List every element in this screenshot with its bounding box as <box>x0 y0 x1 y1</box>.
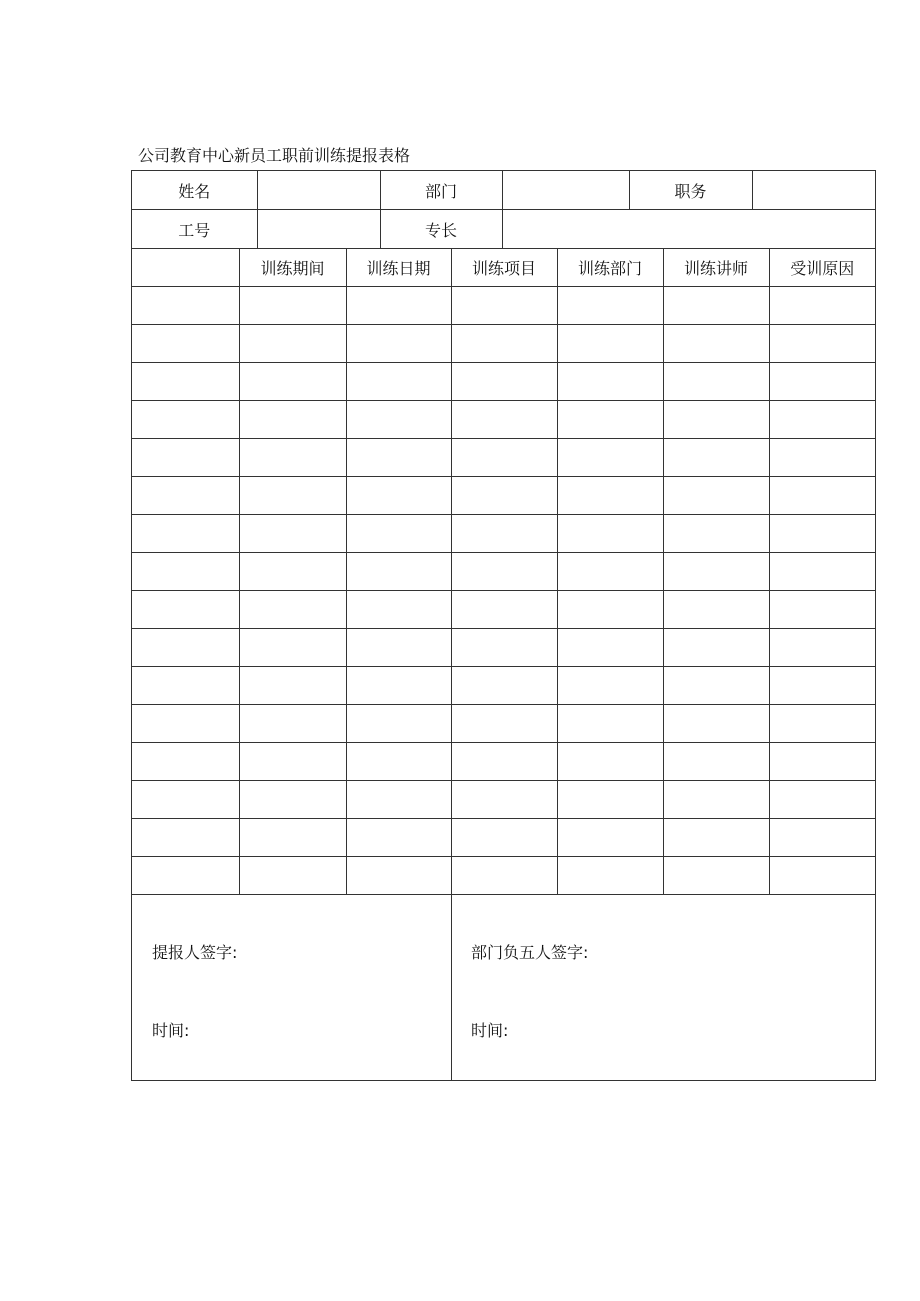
training-header-row <box>132 249 875 287</box>
table-cell[interactable] <box>346 667 451 705</box>
table-cell[interactable] <box>557 401 663 439</box>
manager-time-label: 时间: <box>471 1021 509 1040</box>
column-header <box>132 249 239 287</box>
table-cell[interactable] <box>132 705 239 743</box>
table-cell[interactable] <box>663 743 769 781</box>
manager-signature-box[interactable] <box>452 895 875 1080</box>
table-cell[interactable] <box>557 743 663 781</box>
table-cell[interactable] <box>346 363 451 401</box>
table-cell[interactable] <box>451 781 557 819</box>
employee-id-label: 工号 <box>132 210 257 249</box>
table-cell[interactable] <box>239 743 346 781</box>
table-cell[interactable] <box>451 591 557 629</box>
table-row <box>132 781 875 819</box>
column-header: 训练部门 <box>557 249 663 287</box>
table-cell[interactable] <box>346 553 451 591</box>
table-cell[interactable] <box>346 401 451 439</box>
table-cell[interactable] <box>663 363 769 401</box>
table-cell[interactable] <box>132 819 239 857</box>
table-cell[interactable] <box>769 781 875 819</box>
table-cell[interactable] <box>557 553 663 591</box>
table-cell[interactable] <box>132 781 239 819</box>
table-cell[interactable] <box>769 705 875 743</box>
employee-info-table <box>132 171 875 248</box>
table-cell[interactable] <box>451 629 557 667</box>
table-cell[interactable] <box>557 857 663 895</box>
table-cell[interactable] <box>132 553 239 591</box>
table-cell[interactable] <box>663 629 769 667</box>
department-field[interactable] <box>502 171 629 210</box>
table-cell[interactable] <box>346 743 451 781</box>
table-cell[interactable] <box>346 781 451 819</box>
position-field[interactable] <box>752 171 875 210</box>
department-label: 部门 <box>380 171 502 210</box>
employee-id-field[interactable] <box>257 210 380 249</box>
table-cell[interactable] <box>557 781 663 819</box>
table-cell[interactable] <box>346 477 451 515</box>
table-row <box>132 629 875 667</box>
table-cell[interactable] <box>769 591 875 629</box>
table-cell[interactable] <box>769 325 875 363</box>
table-cell[interactable] <box>663 477 769 515</box>
table-row <box>132 515 875 553</box>
table-cell[interactable] <box>132 515 239 553</box>
table-cell[interactable] <box>451 401 557 439</box>
submitter-signature-box[interactable] <box>132 895 452 1080</box>
table-cell[interactable] <box>239 591 346 629</box>
name-label: 姓名 <box>132 171 257 210</box>
table-cell[interactable] <box>451 743 557 781</box>
table-cell[interactable] <box>132 325 239 363</box>
table-cell[interactable] <box>239 819 346 857</box>
table-cell[interactable] <box>451 287 557 325</box>
table-cell[interactable] <box>346 591 451 629</box>
table-cell[interactable] <box>239 439 346 477</box>
table-cell[interactable] <box>769 667 875 705</box>
column-header: 训练日期 <box>346 249 451 287</box>
table-row <box>132 325 875 363</box>
table-cell[interactable] <box>132 477 239 515</box>
table-cell[interactable] <box>663 401 769 439</box>
table-cell[interactable] <box>239 667 346 705</box>
table-cell[interactable] <box>663 705 769 743</box>
table-cell[interactable] <box>451 857 557 895</box>
submitter-time-label: 时间: <box>152 1021 190 1040</box>
table-cell[interactable] <box>769 515 875 553</box>
table-cell[interactable] <box>769 477 875 515</box>
table-cell[interactable] <box>663 515 769 553</box>
table-cell[interactable] <box>557 363 663 401</box>
table-cell[interactable] <box>451 363 557 401</box>
info-row-2 <box>132 210 875 249</box>
table-cell[interactable] <box>769 857 875 895</box>
table-row <box>132 819 875 857</box>
column-header: 训练讲师 <box>663 249 769 287</box>
table-cell[interactable] <box>132 439 239 477</box>
training-table <box>132 248 875 894</box>
training-form <box>131 170 876 1081</box>
table-cell[interactable] <box>239 325 346 363</box>
form-title: 公司教育中心新员工职前训练提报表格 <box>138 146 411 165</box>
table-cell[interactable] <box>557 819 663 857</box>
table-cell[interactable] <box>239 401 346 439</box>
table-cell[interactable] <box>239 857 346 895</box>
table-cell[interactable] <box>346 629 451 667</box>
table-cell[interactable] <box>663 553 769 591</box>
table-cell[interactable] <box>239 287 346 325</box>
table-row <box>132 477 875 515</box>
table-cell[interactable] <box>132 287 239 325</box>
table-cell[interactable] <box>451 667 557 705</box>
table-cell[interactable] <box>239 515 346 553</box>
table-cell[interactable] <box>557 287 663 325</box>
table-cell[interactable] <box>557 629 663 667</box>
table-cell[interactable] <box>346 325 451 363</box>
table-row <box>132 363 875 401</box>
table-cell[interactable] <box>346 857 451 895</box>
table-cell[interactable] <box>557 515 663 553</box>
table-row <box>132 287 875 325</box>
table-cell[interactable] <box>451 819 557 857</box>
table-cell[interactable] <box>663 781 769 819</box>
table-cell[interactable] <box>769 363 875 401</box>
table-cell[interactable] <box>346 515 451 553</box>
table-cell[interactable] <box>663 667 769 705</box>
table-row <box>132 857 875 895</box>
table-cell[interactable] <box>239 553 346 591</box>
table-cell[interactable] <box>451 515 557 553</box>
table-row <box>132 591 875 629</box>
table-cell[interactable] <box>557 591 663 629</box>
table-cell[interactable] <box>239 363 346 401</box>
name-field[interactable] <box>257 171 380 210</box>
column-header: 受训原因 <box>769 249 875 287</box>
table-row <box>132 401 875 439</box>
table-row <box>132 743 875 781</box>
position-label: 职务 <box>629 171 752 210</box>
column-header: 训练项目 <box>451 249 557 287</box>
table-cell[interactable] <box>557 439 663 477</box>
info-row-1 <box>132 171 875 210</box>
table-cell[interactable] <box>557 477 663 515</box>
table-cell[interactable] <box>451 705 557 743</box>
table-row <box>132 705 875 743</box>
table-cell[interactable] <box>769 553 875 591</box>
table-cell[interactable] <box>451 325 557 363</box>
table-cell[interactable] <box>132 363 239 401</box>
table-cell[interactable] <box>769 287 875 325</box>
specialty-label: 专长 <box>380 210 502 249</box>
table-cell[interactable] <box>769 819 875 857</box>
table-cell[interactable] <box>663 819 769 857</box>
table-cell[interactable] <box>239 781 346 819</box>
column-header: 训练期间 <box>239 249 346 287</box>
table-cell[interactable] <box>769 401 875 439</box>
table-row <box>132 439 875 477</box>
table-cell[interactable] <box>239 705 346 743</box>
table-cell[interactable] <box>451 553 557 591</box>
table-cell[interactable] <box>663 439 769 477</box>
specialty-field[interactable] <box>502 210 875 249</box>
table-cell[interactable] <box>451 477 557 515</box>
submitter-signature-label: 提报人签字: <box>152 943 238 962</box>
table-cell[interactable] <box>557 705 663 743</box>
table-cell[interactable] <box>346 705 451 743</box>
manager-signature-label: 部门负五人签字: <box>471 943 589 962</box>
table-cell[interactable] <box>663 857 769 895</box>
table-cell[interactable] <box>132 667 239 705</box>
table-cell[interactable] <box>663 287 769 325</box>
table-cell[interactable] <box>769 439 875 477</box>
table-cell[interactable] <box>346 439 451 477</box>
table-cell[interactable] <box>239 629 346 667</box>
table-cell[interactable] <box>132 629 239 667</box>
table-cell[interactable] <box>557 325 663 363</box>
table-cell[interactable] <box>132 591 239 629</box>
table-cell[interactable] <box>132 743 239 781</box>
table-cell[interactable] <box>346 819 451 857</box>
table-cell[interactable] <box>346 287 451 325</box>
table-cell[interactable] <box>769 743 875 781</box>
table-row <box>132 553 875 591</box>
table-cell[interactable] <box>239 477 346 515</box>
signature-section <box>132 894 875 1080</box>
table-cell[interactable] <box>663 325 769 363</box>
table-cell[interactable] <box>663 591 769 629</box>
table-row <box>132 667 875 705</box>
table-cell[interactable] <box>557 667 663 705</box>
table-cell[interactable] <box>451 439 557 477</box>
table-cell[interactable] <box>132 401 239 439</box>
table-cell[interactable] <box>132 857 239 895</box>
table-cell[interactable] <box>769 629 875 667</box>
